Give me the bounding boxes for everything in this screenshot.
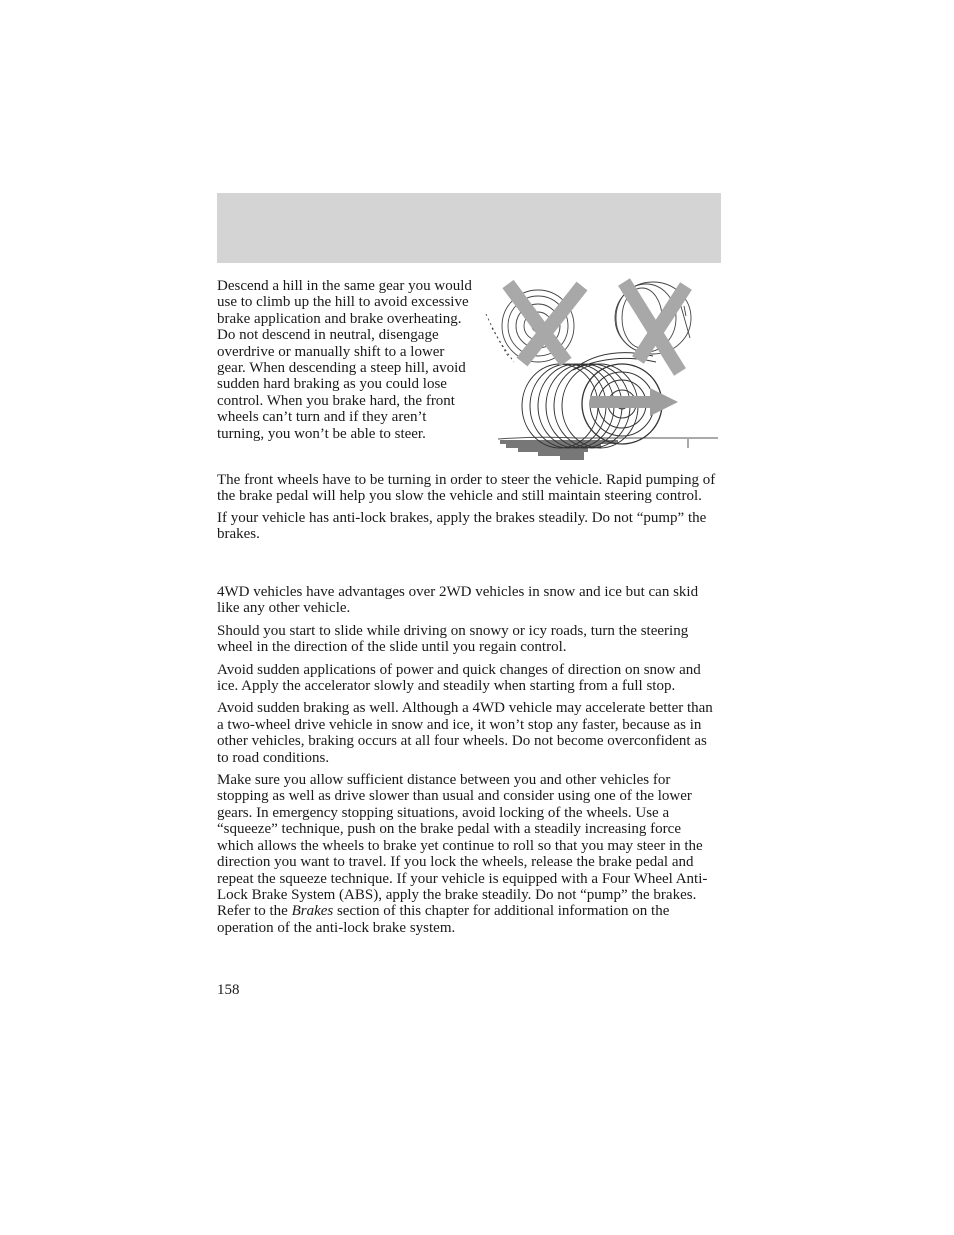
paragraph-sudden-power: Avoid sudden applications of power and quick changes of direction on snow and ice. Apply the accelerator slowly and steadily when starting from a full stop. bbox=[217, 661, 701, 695]
paragraph-front-wheels: The front wheels have to be turning in order to steer the vehicle. Rapid pumping of the brake pedal will help you slow the vehicle and still maintain steering control. bbox=[217, 472, 716, 505]
ground-texture bbox=[500, 440, 618, 460]
paragraph-slide: Should you start to slide while driving on snowy or icy roads, turn the steering wheel in the direction of the slide until you regain control. bbox=[217, 622, 689, 656]
paragraph-4wd-advantages: 4WD vehicles have advantages over 2WD vehicles in snow and ice but can skid like any other vehicle. bbox=[217, 584, 699, 617]
brakes-reference: Brakes bbox=[291, 903, 334, 920]
body-column-top bbox=[217, 472, 719, 543]
body-column-4wd bbox=[217, 584, 719, 936]
wheel-illustration bbox=[478, 276, 722, 464]
intro-paragraph: Descend a hill in the same gear you would use to climb up the hill to avoid excessive brake application and brake overheating. Do not descend in neutral, disengage overdrive or manually shift to a lower gear. When descending a steep hill, avoid sudden hard braking as you could lose control. When you brake hard, the front wheels can’t turn and if they aren’t turning, you won’t be able to steer. bbox=[217, 278, 472, 442]
paragraph-anti-lock: If your vehicle has anti-lock brakes, apply the brakes steadily. Do not “pump” the brakes. bbox=[217, 509, 707, 543]
x-mark-left-icon bbox=[508, 284, 582, 362]
paragraph-stopping-distance bbox=[217, 772, 719, 936]
page-number: 158 bbox=[217, 982, 240, 998]
stopping-text-end: section of this chapter for additional information on the operation of the anti-lock brake system. bbox=[217, 903, 670, 936]
paragraph-sudden-braking: Avoid sudden braking as well. Although a 4WD vehicle may accelerate better than a two-wheel drive vehicle in snow and ice, it won’t stop any faster, because as in other vehicles, braking occurs at all four wheels. Do not become overconfident as to road conditions. bbox=[217, 700, 713, 766]
chapter-header-band bbox=[217, 193, 721, 263]
stopping-text-start: Make sure you allow sufficient distance between you and other vehicles for stopping as well as drive slower than usual and consider using one of the lower gears. In emergency stopping situations, avoid locking of the wheels. Use a “squeeze” technique, push on the brake pedal with a steadily increasing force which allows the wheels to brake yet continue to roll so that you may steer in the direction you want to travel. If you lock the wheels, release the brake pedal and repeat the squeeze technique. If your vehicle is equipped with a Four Wheel Anti-Lock Brake System (ABS), apply the brake steadily. Do not “pump” the brakes. Refer to the bbox=[217, 772, 708, 920]
